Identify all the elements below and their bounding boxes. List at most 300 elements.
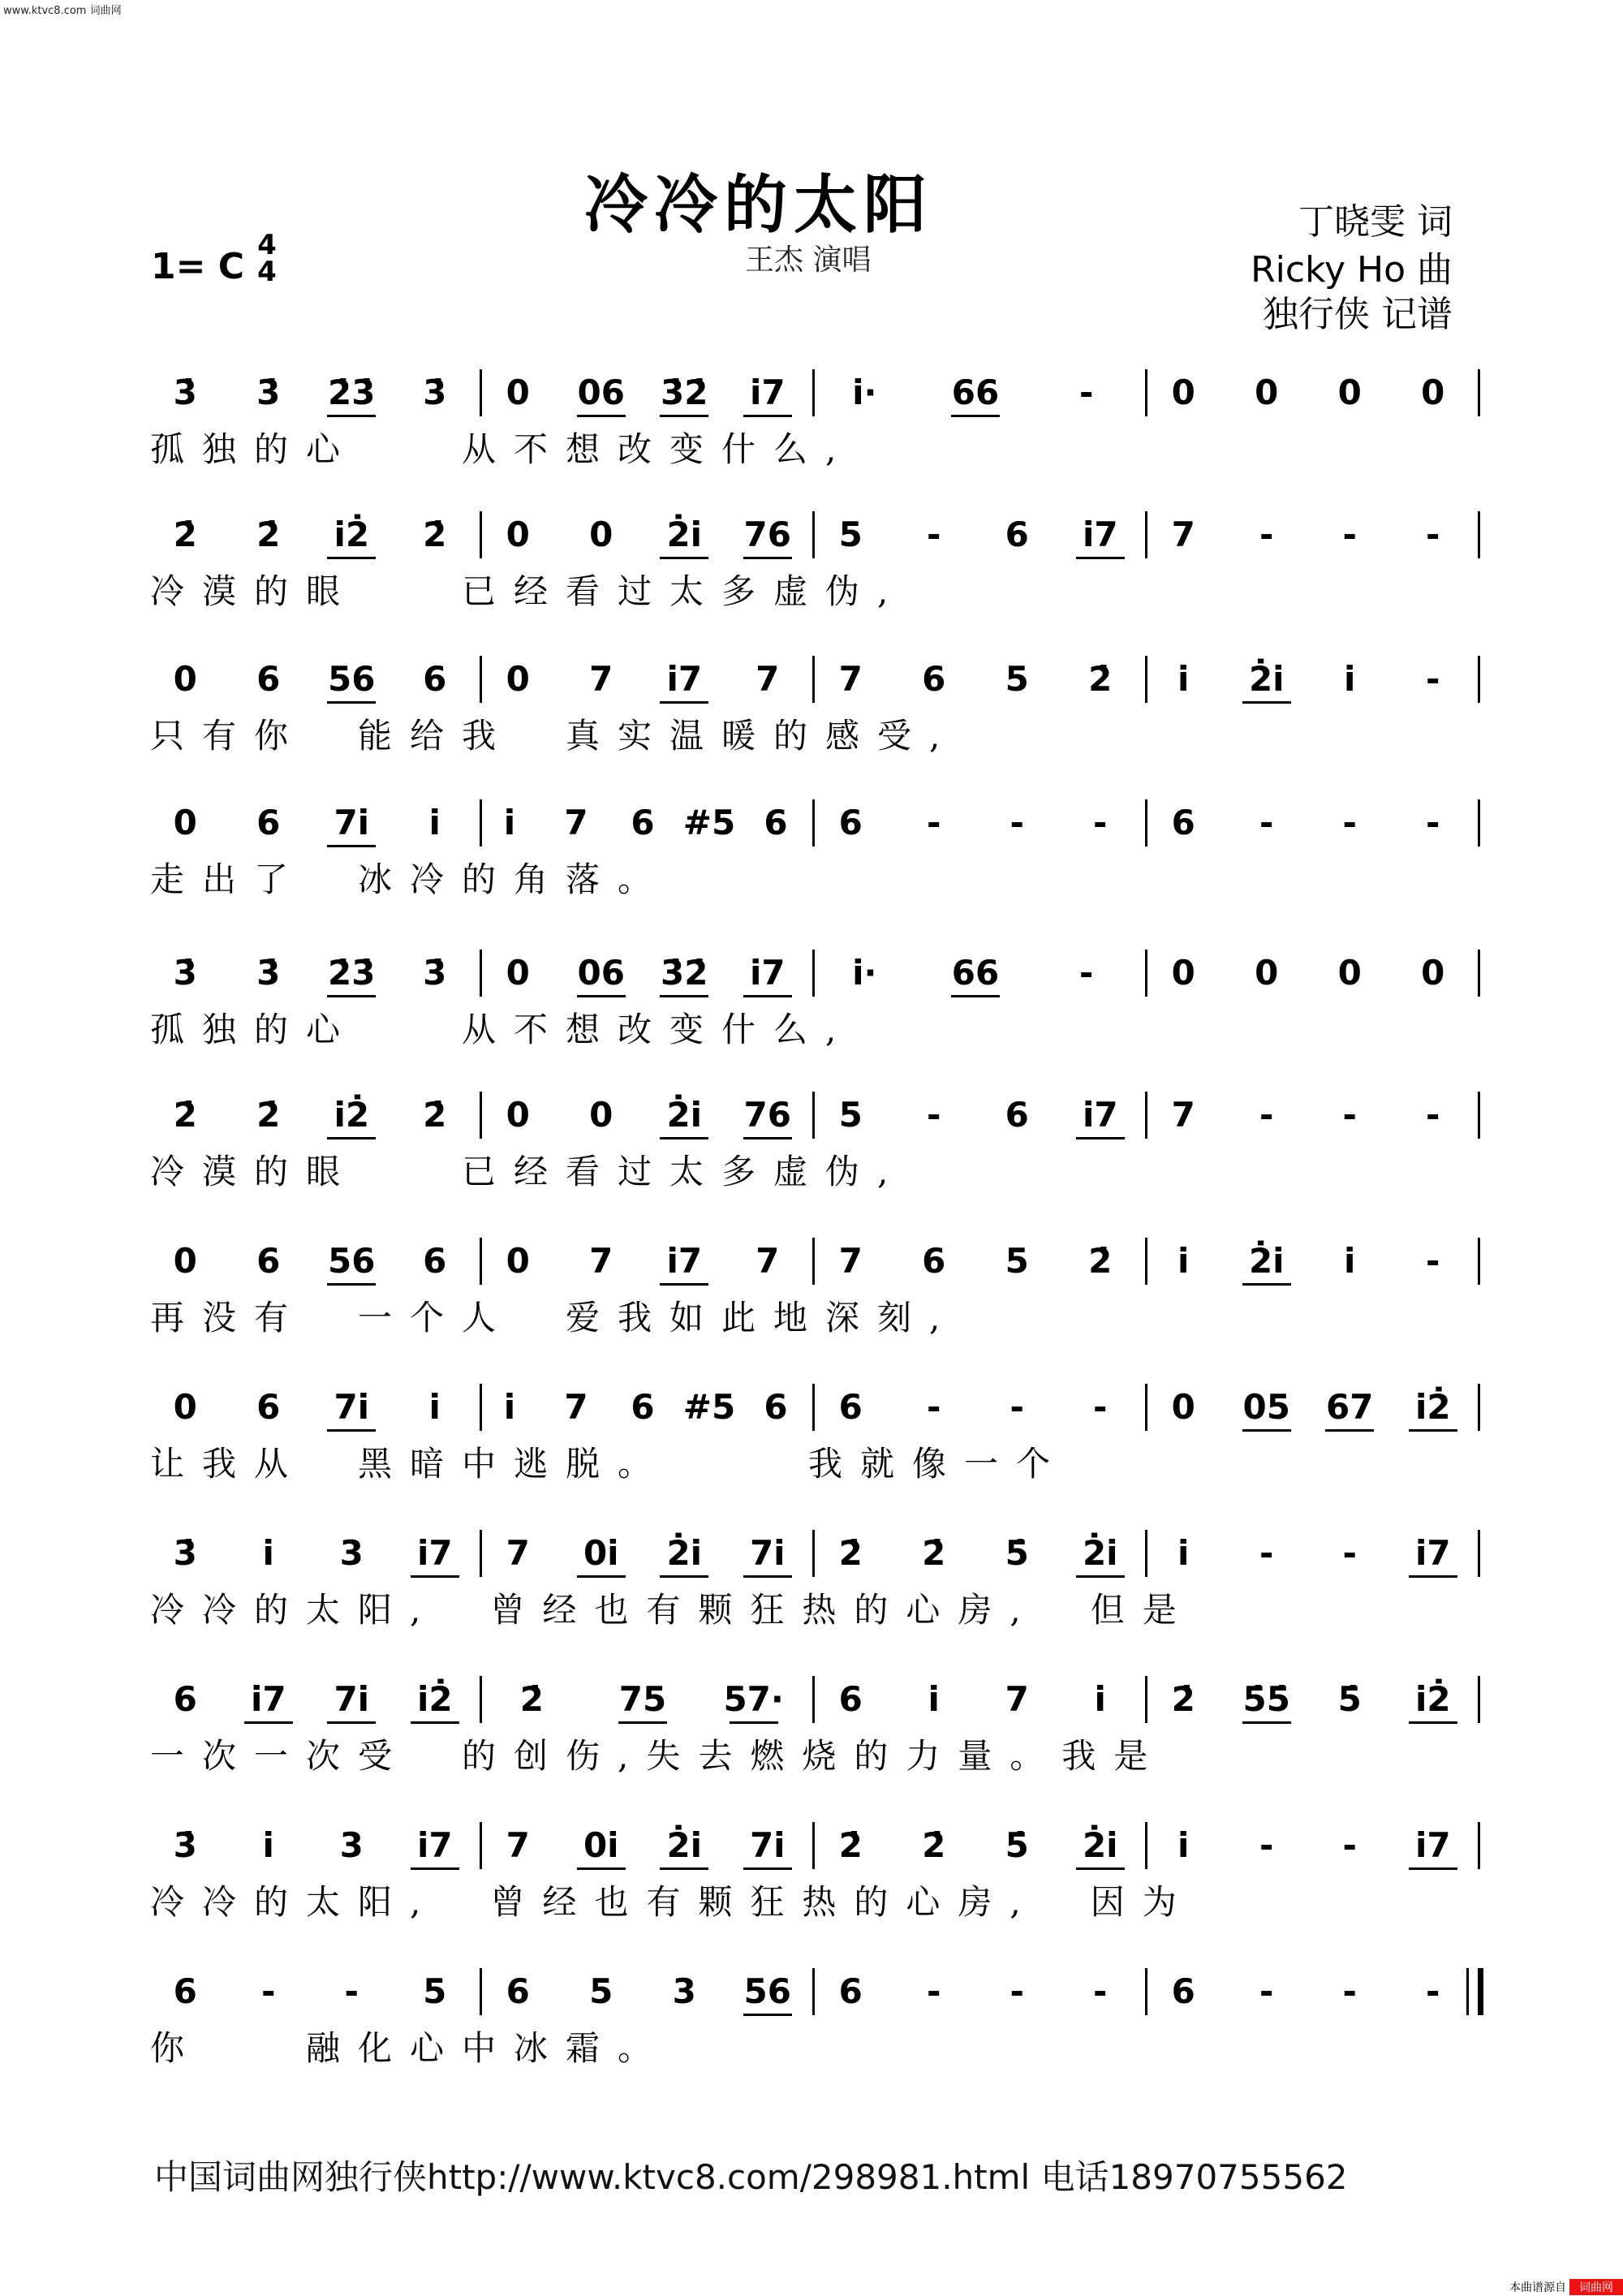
barline <box>480 656 482 703</box>
barline <box>812 1238 815 1285</box>
note: 0 <box>506 1241 530 1281</box>
barline <box>1478 799 1480 846</box>
note: i <box>1344 1241 1356 1281</box>
note: i7 <box>416 1825 453 1865</box>
note: i <box>928 1679 940 1719</box>
note: 6 <box>838 1679 863 1719</box>
beam-underline <box>1076 557 1125 559</box>
song-title: 冷冷的太阳 <box>584 168 934 242</box>
barline <box>1145 1384 1147 1431</box>
footer-source[interactable]: 中国词曲网独行侠http://www.ktvc8.com/298981.html 电话18970755562 <box>154 2157 1348 2197</box>
barline <box>480 950 482 997</box>
barline <box>1478 1384 1480 1431</box>
note: 2̇i <box>666 515 703 554</box>
note: 0 <box>1255 373 1279 412</box>
note: 5̇5̇ <box>1242 1679 1290 1719</box>
note: 0 <box>1421 953 1445 993</box>
beam-underline <box>618 1721 667 1724</box>
note: i7 <box>749 373 786 412</box>
note: 5 <box>423 1971 447 2011</box>
notes-line <box>150 656 1481 704</box>
staff-row <box>150 799 1481 897</box>
note: 0 <box>589 515 613 554</box>
beam-underline <box>1076 1867 1125 1870</box>
barline <box>812 656 815 703</box>
beam-underline <box>660 995 708 997</box>
barline <box>812 1530 815 1577</box>
notes-line <box>150 511 1481 560</box>
note: i <box>428 1387 441 1427</box>
note: 7 <box>564 1387 588 1427</box>
note: - <box>1426 515 1440 554</box>
note: 7 <box>506 1825 530 1865</box>
barline <box>480 511 482 558</box>
beam-underline <box>743 995 792 997</box>
note: 3̇ <box>423 953 447 993</box>
note: - <box>1010 803 1024 842</box>
note: 6 <box>1171 803 1195 842</box>
beam-underline <box>743 2014 792 2016</box>
note: - <box>1078 373 1094 412</box>
composer-credit: Ricky Ho 曲 <box>1251 249 1453 291</box>
note: 6 <box>838 1387 863 1427</box>
note: 7 <box>589 1241 613 1281</box>
barline <box>812 799 815 846</box>
barline <box>480 799 482 846</box>
note: 2̇ <box>173 1095 197 1135</box>
note: 6 <box>764 803 788 842</box>
site-url[interactable]: www.ktvc8.com 词曲网 <box>3 5 122 17</box>
note: 6 <box>423 1241 447 1281</box>
note: - <box>1078 953 1094 993</box>
beam-underline <box>730 1721 778 1724</box>
note: 2̇ <box>519 1679 544 1719</box>
barline <box>812 369 815 416</box>
barline <box>480 1238 482 1285</box>
note: 6 <box>506 1971 530 2011</box>
note: 5 <box>838 515 863 554</box>
beam-underline <box>577 415 626 417</box>
note: 2̇i <box>666 1095 703 1135</box>
note: 2̇i <box>666 1825 703 1865</box>
beam-underline <box>244 1721 293 1724</box>
note: 2̇ <box>1088 659 1113 699</box>
note: 6 <box>256 659 281 699</box>
note: 66 <box>951 953 1000 993</box>
note: 3̇2̇ <box>661 953 708 993</box>
beam-underline <box>1409 1575 1457 1578</box>
barline <box>1145 511 1147 558</box>
beam-underline <box>1409 1867 1457 1870</box>
note: - <box>927 1971 941 2011</box>
note: 0 <box>1171 373 1195 412</box>
note: 3 <box>339 1825 364 1865</box>
note: i2̇ <box>1414 1387 1451 1427</box>
note: 3̇ <box>173 953 197 993</box>
note: 2̇ <box>256 515 281 554</box>
beam-underline <box>327 415 376 417</box>
source-badge-label: 本曲谱源自 <box>1509 2281 1566 2294</box>
beam-underline <box>743 557 792 559</box>
note: 7i <box>749 1533 786 1573</box>
note: 5 <box>838 1095 863 1135</box>
note: - <box>1259 1533 1274 1573</box>
note: - <box>1093 1387 1108 1427</box>
note: - <box>1426 1241 1440 1281</box>
staff-row <box>150 1384 1481 1484</box>
note: 6 <box>922 659 946 699</box>
note: 76 <box>743 515 791 554</box>
note: 2̇3̇ <box>328 373 376 412</box>
note: 3̇ <box>173 373 197 412</box>
note: i <box>1177 1533 1190 1573</box>
staff-row <box>150 511 1481 609</box>
lyric-line: 冷冷的太阳, 曾经也有颗狂热的心房, 因为 <box>150 1882 1195 1922</box>
note: 0 <box>506 953 530 993</box>
note: 2̇i <box>666 1533 703 1573</box>
note: - <box>1342 803 1357 842</box>
note: 2̇i <box>1248 659 1285 699</box>
lyric-line: 让我从 黑暗中逃脱。 我就像一个 <box>150 1444 1069 1484</box>
barline <box>812 1822 815 1869</box>
staff-row <box>150 1822 1481 1922</box>
note: 6 <box>838 803 863 842</box>
barline <box>1478 369 1480 416</box>
note: 6 <box>764 1387 788 1427</box>
note: 3̇ <box>173 1825 197 1865</box>
note: - <box>1093 1971 1108 2011</box>
note: 0 <box>1421 373 1445 412</box>
note: 0i <box>583 1533 619 1573</box>
note: 2̇ <box>1088 1241 1113 1281</box>
note: i <box>1177 659 1190 699</box>
note: 6 <box>173 1971 197 2011</box>
barline <box>1478 1676 1480 1723</box>
barline <box>1145 1238 1147 1285</box>
barline <box>1478 1822 1480 1869</box>
staff-row <box>150 1676 1481 1776</box>
note: 2̇i <box>1082 1533 1118 1573</box>
note: i <box>262 1825 274 1865</box>
note: - <box>1093 803 1108 842</box>
beam-underline <box>951 415 1000 417</box>
note: 0 <box>173 1241 197 1281</box>
time-signature-top: 4 <box>257 229 277 261</box>
note: i <box>1177 1825 1190 1865</box>
note: 7 <box>1171 515 1195 554</box>
barline <box>1478 950 1480 997</box>
beam-underline <box>1242 701 1291 704</box>
barline <box>1478 656 1480 703</box>
barline <box>1145 1092 1147 1139</box>
note: 7 <box>838 1241 863 1281</box>
note: i7 <box>666 659 703 699</box>
note: 3̇ <box>256 953 281 993</box>
barline <box>1145 1676 1147 1723</box>
beam-underline <box>660 415 708 417</box>
barline <box>1145 950 1147 997</box>
note: 0 <box>506 373 530 412</box>
note: 5̇ <box>1337 1679 1362 1719</box>
lyric-line: 冷漠的眼 已经看过太多虚伪, <box>150 571 906 611</box>
note: - <box>1010 1387 1024 1427</box>
note: 3 <box>339 1533 364 1573</box>
note: 6 <box>256 1387 281 1427</box>
staff-row <box>150 1968 1481 2066</box>
note: - <box>1259 803 1274 842</box>
barline <box>1145 656 1147 703</box>
beam-underline <box>660 701 708 704</box>
note: 0 <box>1255 953 1279 993</box>
note: i7 <box>250 1679 286 1719</box>
note: 56 <box>328 659 376 699</box>
note: #5 <box>682 1387 736 1427</box>
note: 7i <box>334 1679 370 1719</box>
key-signature: 1= C <box>151 246 245 287</box>
note: - <box>1342 1533 1357 1573</box>
note: 56 <box>743 1971 791 2011</box>
barline <box>480 1676 482 1723</box>
note: i7 <box>1082 515 1118 554</box>
note: 0 <box>173 659 197 699</box>
beam-underline <box>660 1867 708 1870</box>
note: i2̇ <box>334 1095 370 1135</box>
barline <box>480 1530 482 1577</box>
note: i2̇ <box>416 1679 453 1719</box>
barline <box>812 1968 815 2015</box>
beam-underline <box>411 1575 459 1578</box>
note: - <box>1259 1095 1274 1135</box>
note: 6 <box>1005 515 1029 554</box>
notes-line <box>150 950 1481 998</box>
note: 3̇ <box>423 373 447 412</box>
beam-underline <box>1409 1429 1457 1432</box>
beam-underline <box>327 1429 376 1432</box>
barline <box>1145 799 1147 846</box>
note: i2̇ <box>1414 1679 1451 1719</box>
notes-line <box>150 1822 1481 1871</box>
note: 56 <box>328 1241 376 1281</box>
beam-underline <box>327 1721 376 1724</box>
note: 2̇ <box>838 1825 863 1865</box>
note: 0 <box>506 515 530 554</box>
note: #5 <box>682 803 736 842</box>
lyric-line: 孤独的心 从不想改变什么, <box>150 1010 855 1049</box>
notes-line <box>150 1238 1481 1286</box>
note: 0 <box>506 659 530 699</box>
beam-underline <box>1242 1721 1291 1724</box>
beam-underline <box>1409 1721 1457 1724</box>
beam-underline <box>1076 1137 1125 1139</box>
staff-row <box>150 369 1481 467</box>
beam-underline <box>577 1575 626 1578</box>
note: 2̇i <box>1082 1825 1118 1865</box>
note: 0 <box>173 1387 197 1427</box>
beam-underline <box>743 1575 792 1578</box>
note: 2̇ <box>423 1095 447 1135</box>
note: 7 <box>564 803 588 842</box>
note: 0 <box>1337 953 1362 993</box>
lyric-line: 再没有 一个人 爱我如此地深刻, <box>150 1298 958 1338</box>
note: i <box>1177 1241 1190 1281</box>
note: 5 <box>1005 1241 1029 1281</box>
beam-underline <box>660 1575 708 1578</box>
note: 0 <box>1337 373 1362 412</box>
beam-underline <box>411 1721 459 1724</box>
beam-underline <box>1242 1429 1291 1432</box>
staff-row <box>150 950 1481 1047</box>
note: 2̇ <box>256 1095 281 1135</box>
note: 67 <box>1326 1387 1374 1427</box>
note: 5 <box>589 1971 613 2011</box>
note: i <box>503 803 516 842</box>
lyric-line: 孤独的心 从不想改变什么, <box>150 429 855 469</box>
note: 6 <box>173 1679 197 1719</box>
barline <box>480 1968 482 2015</box>
transcriber-credit: 独行侠 记谱 <box>1263 294 1453 335</box>
barline <box>812 950 815 997</box>
note: 2̇ <box>922 1825 946 1865</box>
note: 2̇ <box>1171 1679 1195 1719</box>
note: 76 <box>743 1095 791 1135</box>
barline <box>1145 1530 1147 1577</box>
note: 6 <box>256 1241 281 1281</box>
note: 5̇ <box>1005 1825 1029 1865</box>
note: - <box>927 515 941 554</box>
beam-underline <box>951 995 1000 997</box>
note: - <box>1259 1825 1274 1865</box>
notes-line <box>150 1968 1481 2017</box>
note: 7i <box>749 1825 786 1865</box>
note: 6 <box>256 803 281 842</box>
notes-line <box>150 1530 1481 1579</box>
note: 6 <box>922 1241 946 1281</box>
lyric-line: 冷漠的眼 已经看过太多虚伪, <box>150 1152 906 1191</box>
beam-underline <box>660 1137 708 1139</box>
time-signature-bottom: 4 <box>257 256 277 288</box>
singer-credit: 王杰 演唱 <box>745 243 872 277</box>
note: 3̇2̇ <box>661 373 708 412</box>
note: 0 <box>1171 953 1195 993</box>
note: - <box>927 1095 941 1135</box>
beam-underline <box>743 1867 792 1870</box>
note: - <box>1342 1825 1357 1865</box>
note: 7 <box>1005 1679 1029 1719</box>
notes-line <box>150 1092 1481 1140</box>
beam-underline <box>1076 1575 1125 1578</box>
notes-line <box>150 369 1481 418</box>
barline <box>480 1092 482 1139</box>
barline <box>480 1822 482 1869</box>
barline <box>480 369 482 416</box>
notes-line <box>150 1676 1481 1725</box>
note: 7 <box>838 659 863 699</box>
note: 6 <box>631 1387 655 1427</box>
barline <box>1145 1968 1147 2015</box>
note: 0 <box>589 1095 613 1135</box>
note: 6 <box>631 803 655 842</box>
note: 75 <box>618 1679 667 1719</box>
note: - <box>1426 659 1440 699</box>
note: 2̇ <box>838 1533 863 1573</box>
note: - <box>1342 1971 1357 2011</box>
note: i7 <box>1082 1095 1118 1135</box>
barline <box>480 1384 482 1431</box>
staff-row <box>150 1530 1481 1630</box>
beam-underline <box>1242 1283 1291 1286</box>
note: i7 <box>666 1241 703 1281</box>
note: 2̇3̇ <box>328 953 376 993</box>
beam-underline <box>743 415 792 417</box>
note: 3̇ <box>173 1533 197 1573</box>
note: i· <box>852 953 877 993</box>
time-signature <box>255 229 279 288</box>
note: i7 <box>1414 1533 1451 1573</box>
note: 6 <box>838 1971 863 2011</box>
note: i <box>262 1533 274 1573</box>
note: 3̇ <box>256 373 281 412</box>
barline <box>812 1092 815 1139</box>
lyric-line: 只有你 能给我 真实温暖的感受, <box>150 716 958 756</box>
lyric-line: 走出了 冰冷的角落。 <box>150 859 670 899</box>
barline <box>1478 511 1480 558</box>
note: 0i <box>583 1825 619 1865</box>
note: 6 <box>1005 1095 1029 1135</box>
note: 06 <box>577 373 625 412</box>
note: 7 <box>589 659 613 699</box>
barline <box>1478 1530 1480 1577</box>
source-badge-logo: 词曲网 <box>1569 2279 1623 2295</box>
note: 6 <box>1171 1971 1195 2011</box>
note: - <box>1426 1971 1440 2011</box>
note: 7 <box>1171 1095 1195 1135</box>
beam-underline <box>327 557 376 559</box>
note: 2̇i <box>1248 1241 1285 1281</box>
beam-underline <box>743 1137 792 1139</box>
beam-underline <box>411 1867 459 1870</box>
note: i7 <box>1414 1825 1451 1865</box>
beam-underline <box>327 1283 376 1286</box>
note: 0 <box>1171 1387 1195 1427</box>
lyric-line: 一次一次受 的创伤,失去燃烧的力量。我是 <box>150 1736 1166 1776</box>
note: - <box>1342 515 1357 554</box>
note: - <box>1010 1971 1024 2011</box>
note: 2̇ <box>173 515 197 554</box>
beam-underline <box>577 1867 626 1870</box>
note: i <box>503 1387 516 1427</box>
note: - <box>1426 1095 1440 1135</box>
note: 7i <box>334 803 370 842</box>
note: 0 <box>173 803 197 842</box>
note: i7 <box>749 953 786 993</box>
note: 0 <box>506 1095 530 1135</box>
note: - <box>927 803 941 842</box>
note: 57· <box>723 1679 784 1719</box>
note: 66 <box>951 373 1000 412</box>
notes-line <box>150 799 1481 848</box>
note: i <box>428 803 441 842</box>
barline <box>1478 1968 1483 2015</box>
lyricist-credit: 丁晓雯 词 <box>1298 201 1453 243</box>
beam-underline <box>660 557 708 559</box>
note: i <box>1094 1679 1106 1719</box>
barline <box>1478 1092 1480 1139</box>
note: 7 <box>756 1241 780 1281</box>
note: 6 <box>423 659 447 699</box>
barline <box>812 1676 815 1723</box>
note: - <box>1426 803 1440 842</box>
note: - <box>1259 515 1274 554</box>
